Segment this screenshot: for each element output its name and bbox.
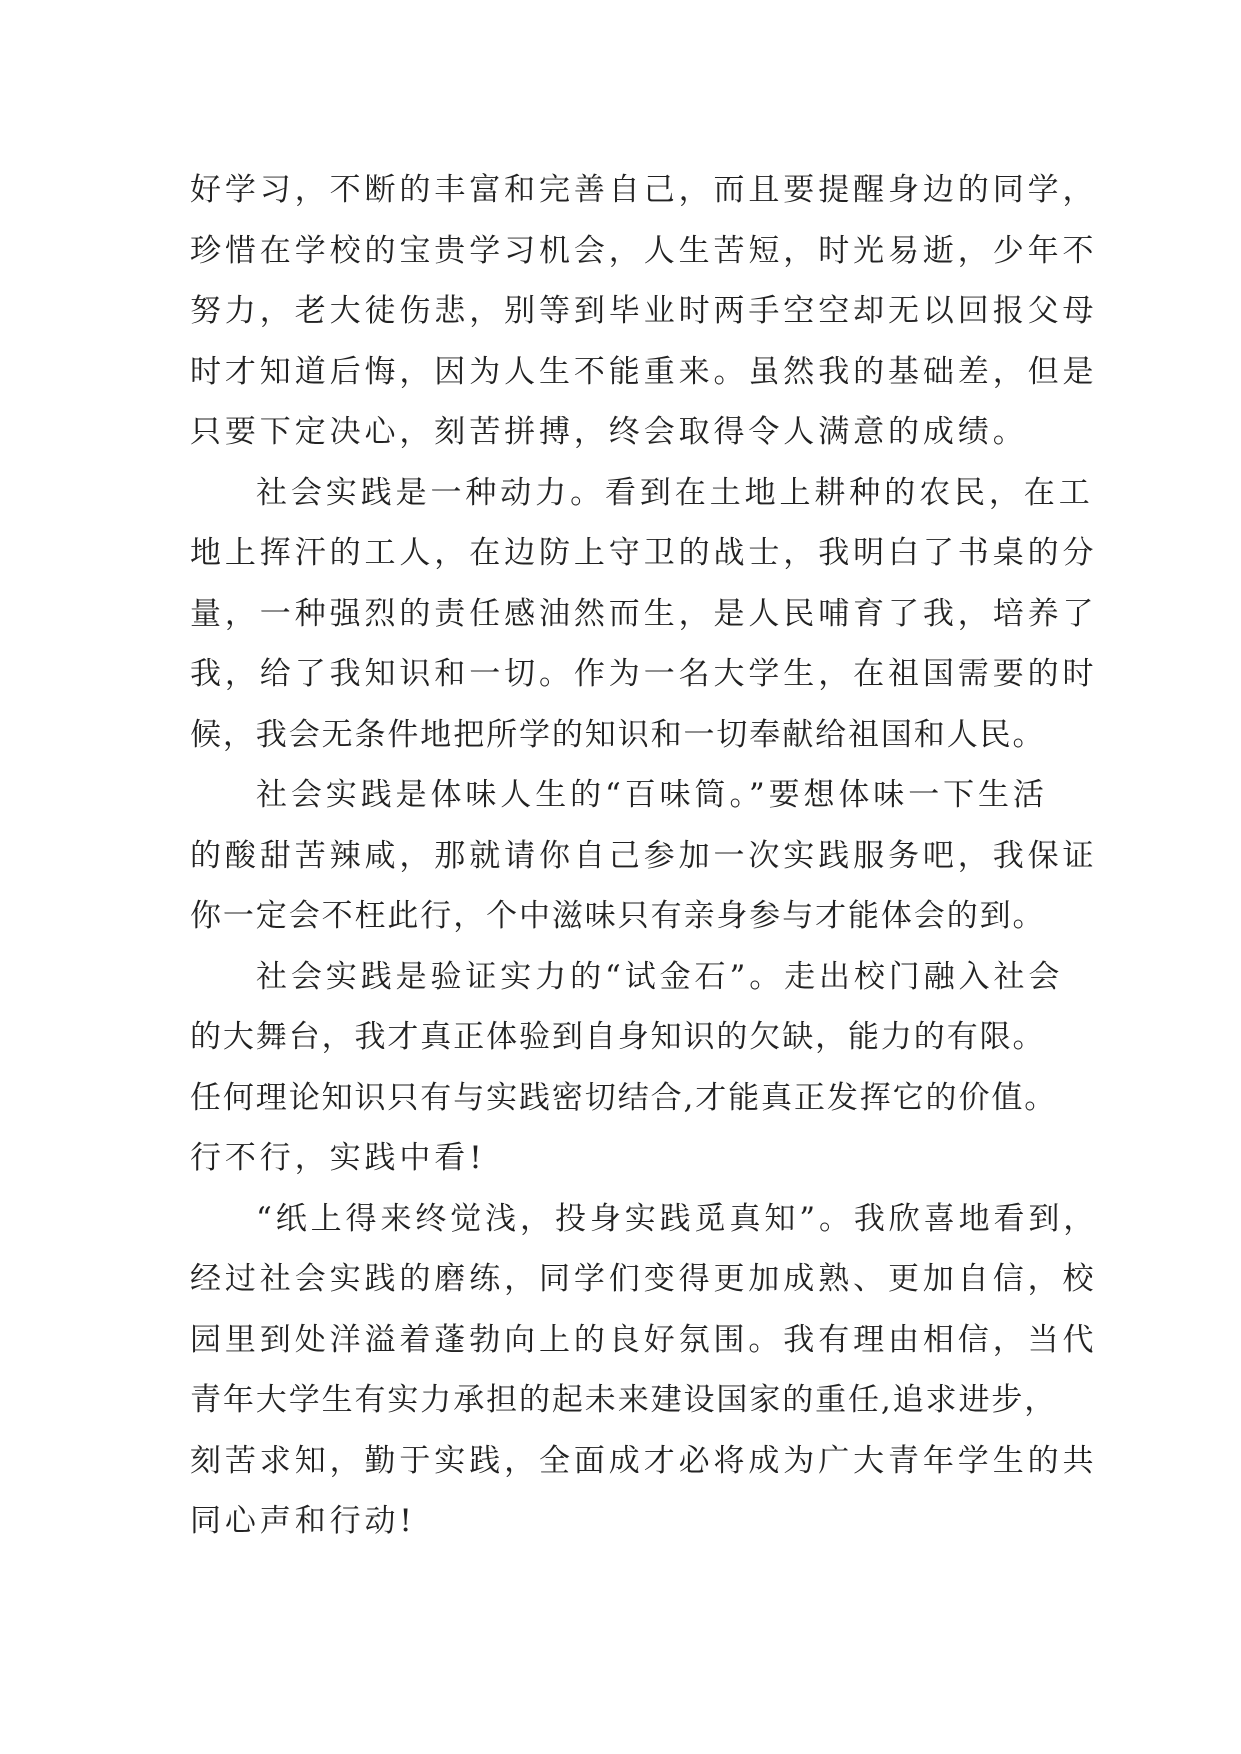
text-line: 珍惜在学校的宝贵学习机会，人生苦短，时光易逝，少年不 [190, 232, 1098, 269]
text-line: 量，一种强烈的责任感油然而生，是人民哺育了我，培养了 [190, 595, 1098, 632]
text-line: 的酸甜苦辣咸，那就请你自己参加一次实践服务吧，我保证 [190, 837, 1098, 874]
paragraph-start-line: 社会实践是一种动力。看到在土地上耕种的农民，在工 [256, 474, 1094, 511]
text-line: 你一定会不枉此行，个中滋味只有亲身参与才能体会的到。 [190, 898, 1046, 934]
text-line: 好学习，不断的丰富和完善自己，而且要提醒身边的同学， [190, 172, 1098, 208]
text-line: 同心声和行动! [190, 1503, 416, 1539]
paragraph-start-line: 社会实践是体味人生的“百味筒。”要想体味一下生活 [256, 777, 1048, 813]
document-body [190, 160, 1099, 1552]
text-line: 青年大学生有实力承担的起未来建设国家的重任,追求进步， [190, 1382, 1058, 1418]
text-line: 任何理论知识只有与实践密切结合,才能真正发挥它的价值。 [190, 1079, 1058, 1116]
text-line: 行不行，实践中看! [190, 1140, 486, 1176]
text-line: 园里到处洋溢着蓬勃向上的良好氛围。我有理由相信，当代 [190, 1321, 1098, 1358]
text-line: 我，给了我知识和一切。作为一名大学生，在祖国需要的时 [190, 656, 1098, 692]
text-line: 刻苦求知，勤于实践，全面成才必将成为广大青年学生的共 [190, 1442, 1098, 1479]
text-line: 努力，老大徒伤悲，别等到毕业时两手空空却无以回报父母 [190, 293, 1098, 329]
paragraph-start-line: 社会实践是验证实力的“试金石”。走出校门融入社会 [256, 958, 1064, 995]
paragraph-start-line: “纸上得来终觉浅，投身实践觅真知”。我欣喜地看到， [256, 1200, 1099, 1237]
text-line: 地上挥汗的工人，在边防上守卫的战士，我明白了书桌的分 [190, 535, 1098, 571]
text-line: 只要下定决心，刻苦拼搏，终会取得令人满意的成绩。 [190, 414, 1028, 450]
text-line: 的大舞台，我才真正体验到自身知识的欠缺，能力的有限。 [190, 1019, 1046, 1055]
text-line: 时才知道后悔，因为人生不能重来。虽然我的基础差，但是 [190, 353, 1098, 390]
text-line: 候，我会无条件地把所学的知识和一切奉献给祖国和人民。 [190, 716, 1046, 753]
text-line: 经过社会实践的磨练，同学们变得更加成熟、更加自信，校 [190, 1261, 1098, 1297]
